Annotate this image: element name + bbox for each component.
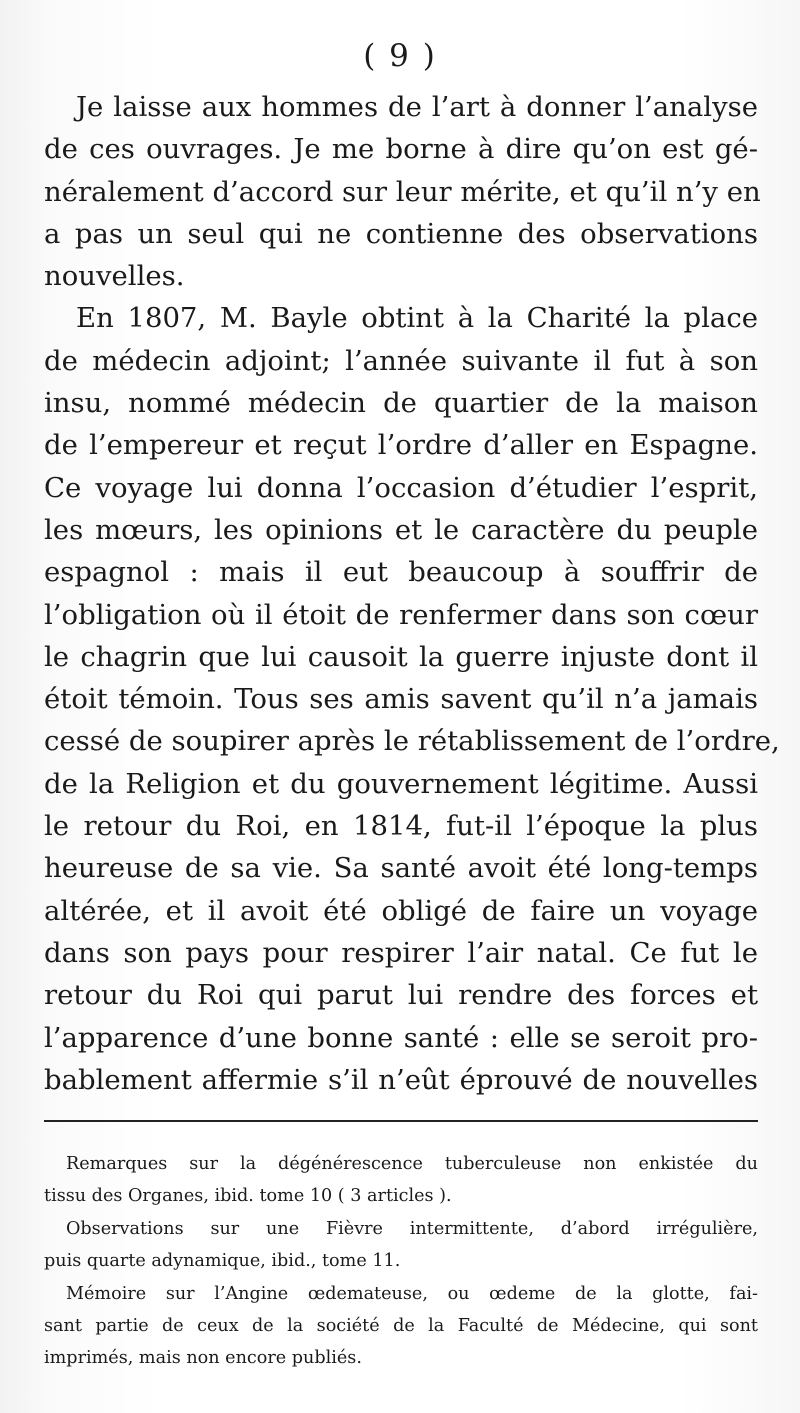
- text-line: de l’empereur et reçut l’ordre d’aller en Espagne.: [44, 429, 758, 462]
- text-line: heureuse de sa vie. Sa santé avoit été long-temps: [44, 852, 758, 885]
- text-line: espagnol : mais il eut beaucoup à souffrir de: [44, 556, 758, 589]
- footnotes: [44, 1148, 758, 1375]
- footnote-line: puis quarte adynamique, ibid., tome 11.: [44, 1251, 401, 1272]
- footnote-line: Mémoire sur l’Angine œdemateuse, ou œdeme de la glotte, fai-: [66, 1283, 758, 1304]
- footnote-line: Remarques sur la dégénérescence tuberculeuse non enkistée du: [66, 1154, 758, 1174]
- text-line: dans son pays pour respirer l’air natal. Ce fut le: [44, 936, 758, 969]
- text-line: de la Religion et du gouvernement légitime. Aussi: [44, 767, 758, 800]
- text-line: le chagrin que lui causoit la guerre injuste dont il: [44, 640, 758, 673]
- text-line: l’obligation où il étoit de renfermer dans son cœur: [44, 598, 758, 631]
- text-line: altérée, et il avoit été obligé de faire un voyage: [44, 894, 758, 927]
- text-line: Ce voyage lui donna l’occasion d’étudier l’esprit,: [44, 471, 758, 504]
- text-line: cessé de soupirer après le rétablissement de l’ordre,: [44, 725, 780, 758]
- text-line: néralement d’accord sur leur mérite, et qu’il n’y en: [44, 175, 761, 208]
- text-line: insu, nommé médecin de quartier de la maison: [44, 387, 758, 420]
- text-line: de médecin adjoint; l’année suivante il fut à son: [44, 344, 758, 377]
- text-line: de ces ouvrages. Je me borne à dire qu’on est gé-: [44, 133, 758, 166]
- main-text: [44, 86, 780, 1101]
- text-line: étoit témoin. Tous ses amis savent qu’il n’a jamais: [44, 683, 758, 716]
- text-line: bablement affermie s’il n’eût éprouvé de nouvelles: [44, 1063, 758, 1096]
- text-line: En 1807, M. Bayle obtint à la Charité la place: [76, 302, 758, 335]
- text-line: nouvelles.: [44, 260, 185, 293]
- footnote-divider: [44, 1120, 758, 1122]
- footnote-line: Observations sur une Fièvre intermittente, d’abord irrégulière,: [66, 1218, 758, 1239]
- page-number: ( 9 ): [363, 38, 437, 74]
- footnote-line: tissu des Organes, ibid. tome 10 ( 3 articles ).: [44, 1186, 452, 1207]
- footnote-line: imprimés, mais non encore publiés.: [44, 1348, 362, 1369]
- text-line: le retour du Roi, en 1814, fut-il l’époque la plus: [44, 810, 758, 843]
- text-line: a pas un seul qui ne contienne des observations: [44, 217, 758, 250]
- text-line: l’apparence d’une bonne santé : elle se seroit pro-: [44, 1021, 758, 1054]
- text-line: retour du Roi qui parut lui rendre des forces et: [44, 979, 758, 1012]
- text-line: Je laisse aux hommes de l’art à donner l’analyse: [76, 91, 758, 123]
- text-line: les mœurs, les opinions et le caractère du peuple: [44, 513, 758, 546]
- footnote-line: sant partie de ceux de la société de la Faculté de Médecine, qui sont: [44, 1315, 758, 1336]
